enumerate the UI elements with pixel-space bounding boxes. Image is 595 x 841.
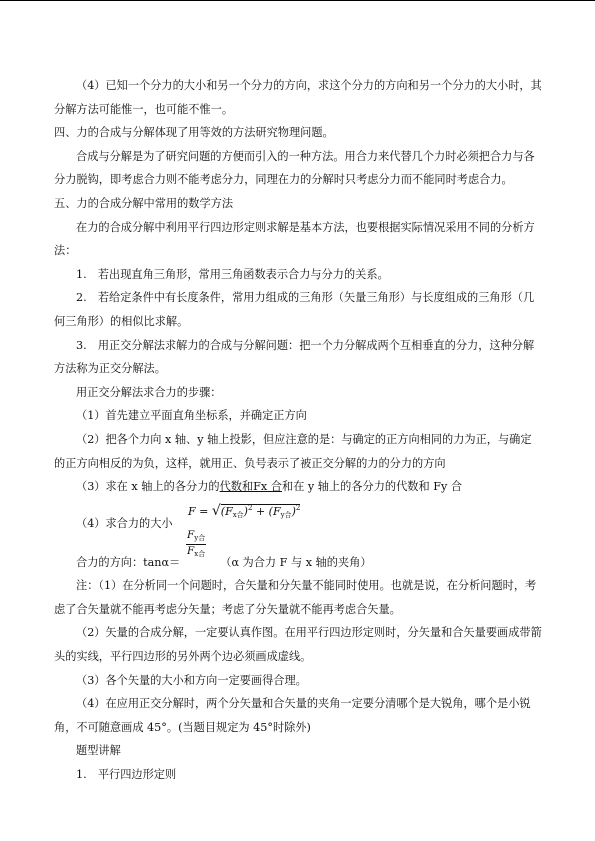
document-body [54,74,542,787]
steps-heading: 用正交分解法求合力的步骤： [76,385,222,399]
paragraph-equivalence: 合成与分解是为了研究问题的方便而引入的一种方法。用合力来代替几个力时必须把合力与各分力脱钩，即考虑合力则不能考虑分力，同理在力的分解时只考虑分力而不能同时考虑合力。 [54,149,535,187]
magnitude-formula: $F = √(F_{x合})^2 + (F_{y合})^2$ [188,502,301,519]
direction-line: 合力的方向：tanα＝ （α 为合力 F 与 x 轴的夹角） [76,555,372,569]
paragraph-methods: 在力的合成分解中利用平行四边形定则求解是基本方法，也要根据实际情况采用不同的分析方法： [54,220,535,258]
step-4-row [54,499,542,558]
examples-heading: 题型讲解 [76,744,121,758]
tan-fraction: $F_{y合}$ $F_{x合}$ [187,528,206,558]
paragraph-known-force: （4）已知一个分力的大小和另一个分力的方向，求这个分力的方向和另一个分力的大小时，其分解方法可能惟一，也可能不惟一。 [54,79,542,116]
top-rule [0,0,595,1]
heading-five: 五、力的合成分解中常用的数学方法 [54,196,234,210]
heading-four: 四、力的合成与分解体现了用等效的方法研究物理问题。 [54,126,334,140]
step-2: （2）把各个力向 x 轴、y 轴上投影，但应注意的是：与确定的正方向相同的力为正，与确定的正方向相反的为负，这样，就用正、负号表示了被正交分解的力的分力的方向 [54,432,532,470]
note-2: （2）矢量的合成分解，一定要认真作图。在用平行四边形定则时，分矢量和合矢量要画成带箭头的实线，平行四边形的另外两个边必须画成虚线。 [54,626,542,664]
step-4-label: （4）求合力的大小 [76,516,173,530]
method-item-1: 1. 若出现直角三角形，常用三角函数表示合力与分力的关系。 [76,267,389,281]
note-3: （3）各个矢量的大小和方向一定要画得合理。 [76,673,307,687]
underlined-sum-x: 代数和Fx 合 [219,480,282,494]
note-4: （4）在应用正交分解时，两个分矢量和合矢量的夹角一定要分清哪个是大锐角，哪个是小锐角，不可随意画成 45°。(当题目规定为 45°时除外) [54,697,531,734]
step-1: （1）首先建立平面直角坐标系，并确定正方向 [76,409,307,423]
method-item-2: 2. 若给定条件中有长度条件，常用力组成的三角形（矢量三角形）与长度组成的三角形（几何三角形）的相似比求解。 [54,291,535,328]
method-item-3: 3. 用正交分解法求解力的合成与分解问题：把一个力分解成两个互相垂直的分力，这种分解方法称为正交分解法。 [54,338,535,376]
step-3: （3）求在 x 轴上的各分力的代数和Fx 合和在 y 轴上的各分力的代数和 Fy 合 [76,480,463,494]
note-1: 注：（1）在分析同一个问题时，合矢量和分矢量不能同时使用。也就是说，在分析问题时，考虑了合矢量就不能再考虑分矢量；考虑了分矢量就不能再考虑合矢量。 [54,579,537,616]
example-1-title: 1. 平行四边形定则 [76,768,177,782]
sqrt-icon: √ [211,502,221,519]
